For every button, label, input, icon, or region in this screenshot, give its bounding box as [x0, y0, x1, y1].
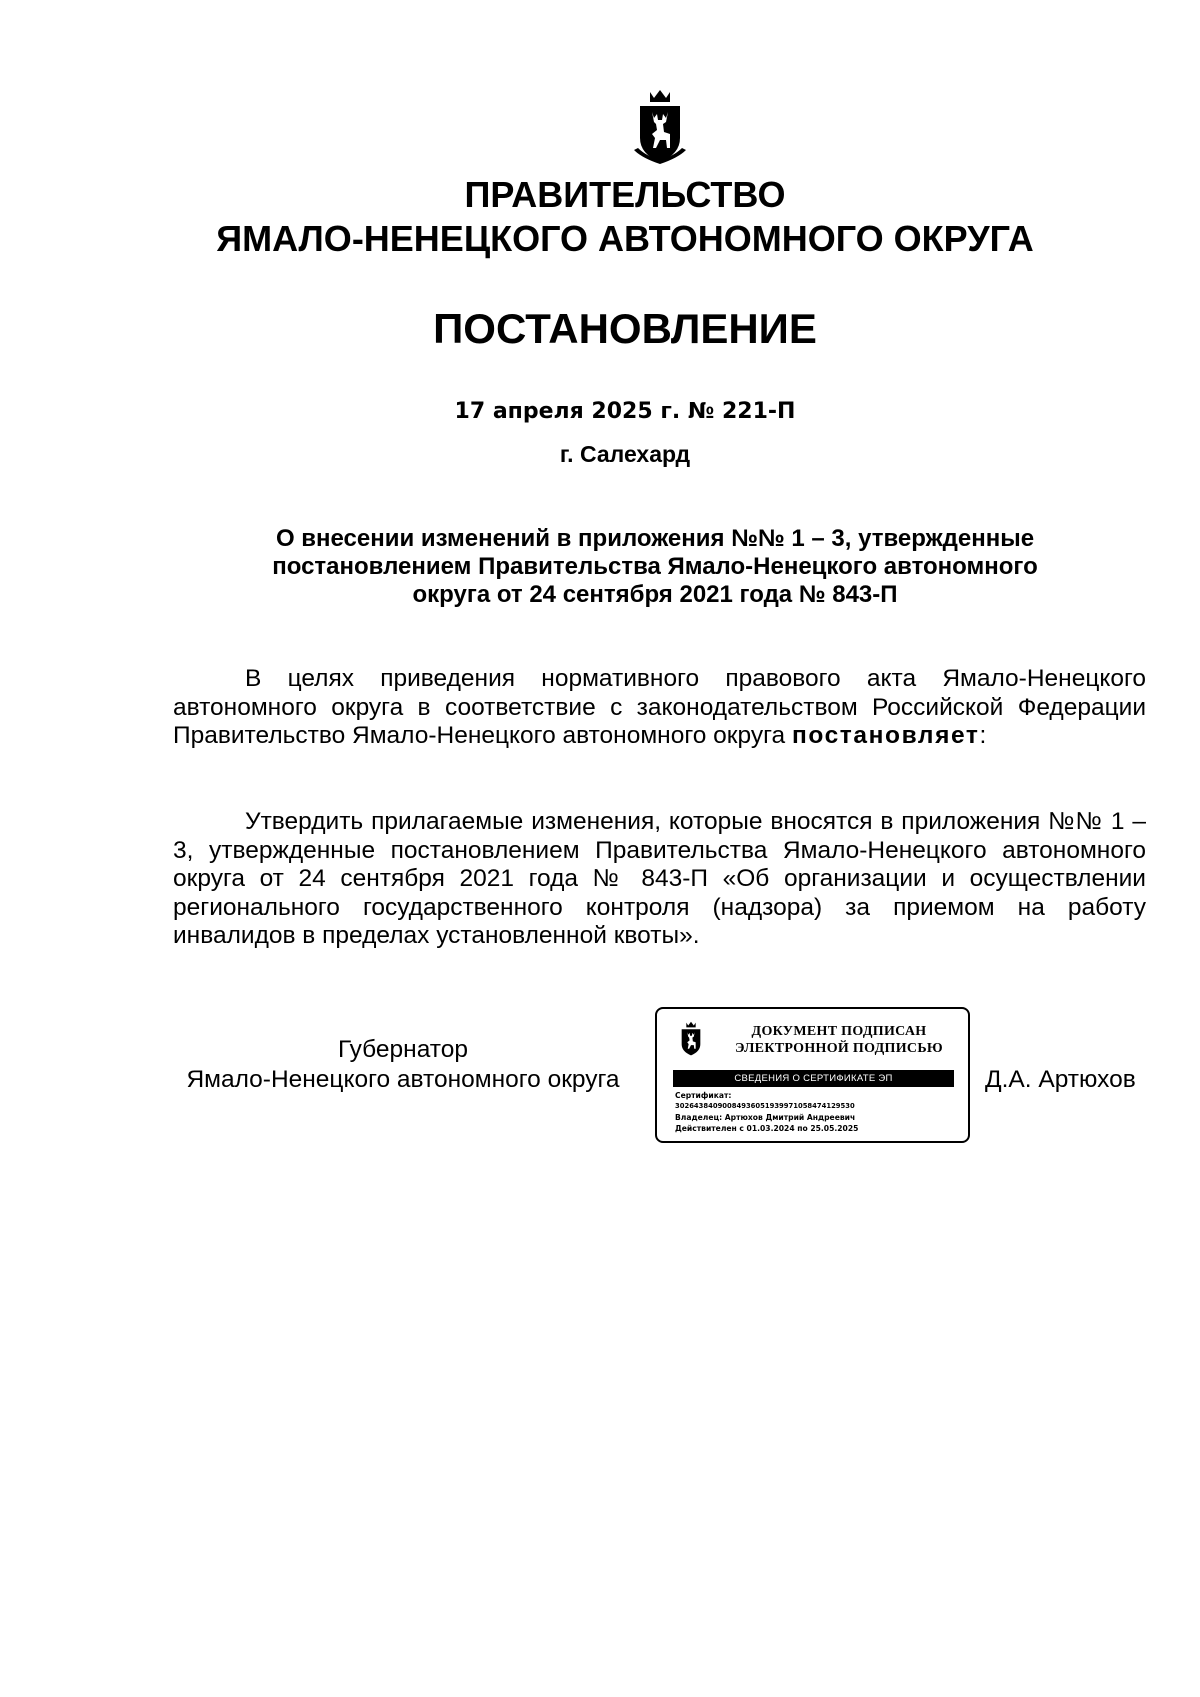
stamp-heading-line1: ДОКУМЕНТ ПОДПИСАН — [751, 1024, 927, 1039]
signatory-title-line1: Губернатор — [338, 1036, 468, 1063]
signatory-name: Д.А. Артюхов — [985, 1066, 1136, 1093]
document-type: ПОСТАНОВЛЕНИЕ — [433, 305, 817, 352]
body-paragraph-2: Утвердить прилагаемые изменения, которые вносятся в приложения №№ 1 – 3, утвержденные постановлением Правительства Ямало-Ненецкого автономного округа от 24 сентября 2021 года № 843-П «Об организации и осуществлении регионального государственного контроля (надзора) за приемом на работу инвалидов в пределах установленной квоты». — [173, 808, 1146, 949]
coat-of-arms-icon — [630, 88, 690, 166]
coat-of-arms-icon — [677, 1019, 705, 1059]
date-and-number: 17 апреля 2025 г. № 221-П — [454, 399, 796, 424]
document-subject: О внесении изменений в приложения №№ 1 – 3, утвержденные постановлением Правительства Ямало-Ненецкого автономного округа от 24 сентября 2021 года № 843-П — [272, 525, 1038, 608]
city: г. Салехард — [559, 441, 691, 467]
stamp-certificate-bar: СВЕДЕНИЯ О СЕРТИФИКАТЕ ЭП — [673, 1070, 954, 1087]
p1-text: В целях приведения нормативного правового акта Ямало-Ненецкого автономного округа в соответствие с законодательством Российской Федерации Правительство Ямало-Ненецкого автономного округа — [173, 665, 1146, 749]
government-title-line1: ПРАВИТЕЛЬСТВО — [464, 174, 786, 215]
signatory-title-line2: Ямало-Ненецкого автономного округа — [186, 1066, 620, 1093]
stamp-validity: Действителен с 01.03.2024 по 25.05.2025 — [675, 1124, 859, 1133]
stamp-heading-line2: ЭЛЕКТРОННОЙ ПОДПИСЬЮ — [735, 1041, 943, 1056]
stamp-cert-label: Сертификат: — [675, 1091, 732, 1100]
stamp-cert-number: 30264384090084936051939971058474129530 — [675, 1102, 855, 1110]
electronic-signature-stamp — [655, 1007, 970, 1143]
p1-end: : — [979, 722, 987, 749]
body-paragraph-1 — [173, 665, 1146, 751]
stamp-owner: Владелец: Артюхов Дмитрий Андреевич — [675, 1113, 856, 1122]
government-title-line2: ЯМАЛО-НЕНЕЦКОГО АВТОНОМНОГО ОКРУГА — [216, 218, 1034, 259]
p1-bold-word: постановляет — [791, 722, 980, 749]
